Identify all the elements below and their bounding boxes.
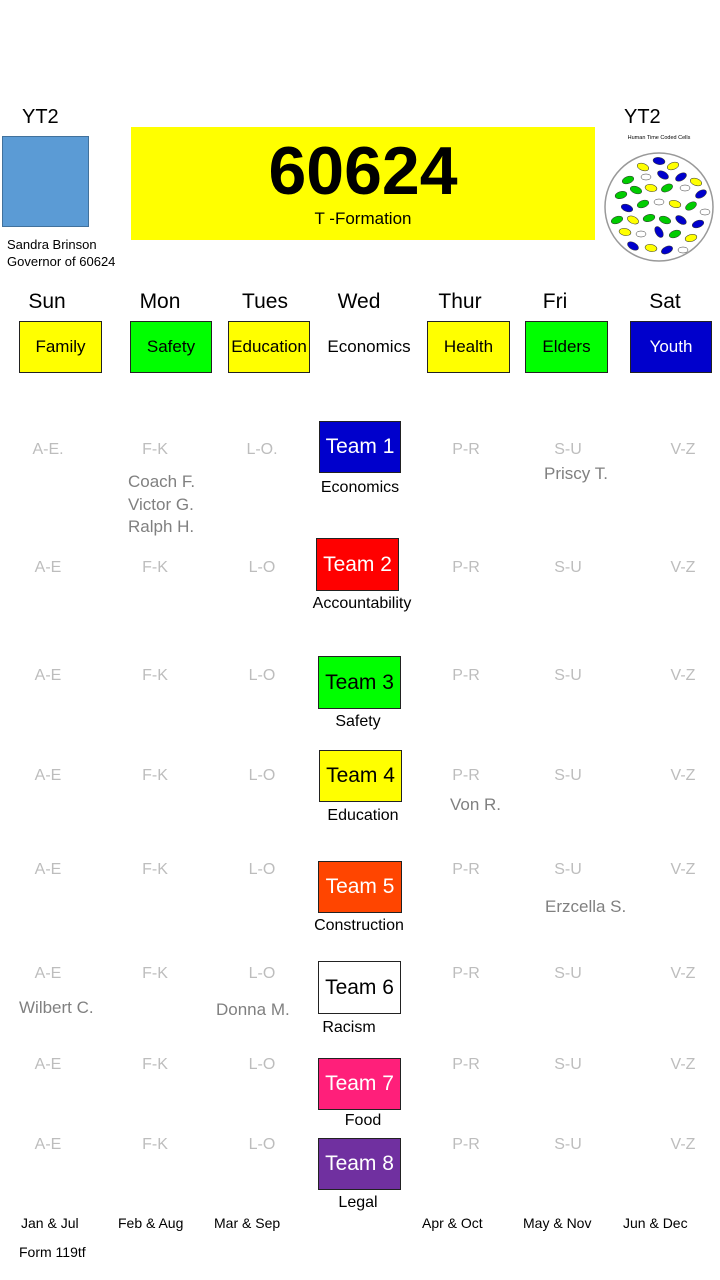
day-sun: Sun (28, 290, 66, 313)
day-tues: Tues (242, 290, 288, 313)
cells-image (603, 132, 715, 264)
range-team3-col4: P-R (452, 667, 480, 684)
range-team4-col6: V-Z (670, 767, 696, 784)
member-donna-m: Donna M. (216, 1000, 290, 1019)
range-team5-col5: S-U (554, 861, 582, 878)
day-focus-elders: Elders (525, 321, 608, 373)
range-team8-col3: L-O (248, 1136, 276, 1153)
member-von-r: Von R. (450, 795, 502, 814)
team-8-box: Team 8 (318, 1138, 401, 1190)
range-team2-col2: F-K (142, 559, 168, 576)
zip-code: 60624 (268, 133, 458, 209)
team-1-label: Economics (320, 479, 400, 496)
range-team3-col5: S-U (554, 667, 582, 684)
range-team6-col1: A-E (34, 965, 62, 982)
month-may-nov: May & Nov (523, 1215, 592, 1231)
range-team3-col1: A-E (34, 667, 62, 684)
day-sat: Sat (649, 290, 681, 313)
team-5-label: Construction (314, 917, 404, 934)
range-team7-col4: P-R (452, 1056, 480, 1073)
range-team7-col6: V-Z (670, 1056, 696, 1073)
team-3-label: Safety (335, 713, 381, 730)
range-team3-col6: V-Z (670, 667, 696, 684)
range-team7-col5: S-U (554, 1056, 582, 1073)
governor-caption (7, 236, 115, 270)
month-mar-sep: Mar & Sep (214, 1215, 281, 1231)
day-fri: Fri (542, 290, 568, 313)
day-wed: Wed (337, 290, 381, 313)
member-wilbert-c: Wilbert C. (19, 998, 94, 1017)
team-5-box: Team 5 (318, 861, 402, 913)
day-focus-economics: Economics (327, 337, 411, 356)
range-team6-col6: V-Z (670, 965, 696, 982)
range-team2-col3: L-O (248, 559, 276, 576)
member-victor-g: Victor G. (128, 495, 194, 514)
team-3-box: Team 3 (318, 656, 401, 709)
range-team7-col3: L-O (248, 1056, 276, 1073)
month-feb-aug: Feb & Aug (118, 1215, 184, 1231)
governor-title: Governor of 60624 (7, 254, 116, 269)
team-8-label: Legal (338, 1194, 378, 1211)
day-thur: Thur (438, 290, 482, 313)
range-team8-col5: S-U (554, 1136, 582, 1153)
human-time-coded-cells (603, 132, 715, 264)
day-mon: Mon (139, 290, 181, 313)
range-team5-col1: A-E (34, 861, 62, 878)
member-coach-f: Coach F. (128, 472, 196, 491)
range-team4-col1: A-E (34, 767, 62, 784)
range-team4-col4: P-R (452, 767, 480, 784)
range-team4-col2: F-K (142, 767, 168, 784)
range-team1-col6: V-Z (670, 441, 696, 458)
range-team6-col5: S-U (554, 965, 582, 982)
day-focus-safety: Safety (130, 321, 212, 373)
range-team2-col1: A-E (34, 559, 62, 576)
range-team1-col4: P-R (452, 441, 480, 458)
form-number: Form 119tf (19, 1244, 86, 1260)
team-4-box: Team 4 (319, 750, 402, 802)
range-team5-col2: F-K (142, 861, 168, 878)
range-team2-col4: P-R (452, 559, 480, 576)
range-team6-col2: F-K (142, 965, 168, 982)
range-team4-col5: S-U (554, 767, 582, 784)
range-team2-col5: S-U (554, 559, 582, 576)
range-team2-col6: V-Z (670, 559, 696, 576)
governor-name: Sandra Brinson (7, 237, 97, 252)
range-team8-col2: F-K (142, 1136, 168, 1153)
member-erzcella-s: Erzcella S. (545, 897, 627, 916)
month-jan-jul: Jan & Jul (21, 1215, 79, 1231)
range-team7-col2: F-K (142, 1056, 168, 1073)
team-2-box: Team 2 (316, 538, 399, 591)
range-team4-col3: L-O (248, 767, 276, 784)
team-1-box: Team 1 (319, 421, 401, 473)
team-4-label: Education (327, 807, 399, 824)
yt2-left-label: YT2 (22, 106, 59, 128)
range-team6-col3: L-O (248, 965, 276, 982)
range-team8-col1: A-E (34, 1136, 62, 1153)
governor-photo-placeholder (2, 136, 89, 227)
team-6-box: Team 6 (318, 961, 401, 1014)
range-team1-col5: S-U (554, 441, 582, 458)
day-focus-family: Family (19, 321, 102, 373)
month-apr-oct: Apr & Oct (422, 1215, 483, 1231)
day-focus-health: Health (427, 321, 510, 373)
range-team8-col4: P-R (452, 1136, 480, 1153)
range-team5-col3: L-O (248, 861, 276, 878)
range-team1-col3: L-O. (246, 441, 278, 458)
range-team3-col3: L-O (248, 667, 276, 684)
cells-caption: Human Time Coded Cells (627, 135, 691, 141)
team-7-box: Team 7 (318, 1058, 401, 1110)
member-priscy-t: Priscy T. (544, 464, 608, 483)
range-team8-col6: V-Z (670, 1136, 696, 1153)
range-team5-col4: P-R (452, 861, 480, 878)
team-7-label: Food (344, 1112, 382, 1129)
range-team6-col4: P-R (452, 965, 480, 982)
day-focus-youth: Youth (630, 321, 712, 373)
day-focus-education: Education (228, 321, 310, 373)
zip-banner (131, 127, 595, 240)
month-jun-dec: Jun & Dec (623, 1215, 688, 1231)
team-2-label: Accountability (312, 595, 412, 612)
range-team1-col2: F-K (142, 441, 168, 458)
range-team3-col2: F-K (142, 667, 168, 684)
team-6-label: Racism (322, 1019, 376, 1036)
yt2-right-label: YT2 (624, 106, 661, 128)
formation-label: T -Formation (314, 209, 412, 228)
range-team5-col6: V-Z (670, 861, 696, 878)
member-ralph-h: Ralph H. (128, 517, 195, 536)
range-team7-col1: A-E (34, 1056, 62, 1073)
range-team1-col1: A-E. (32, 441, 64, 458)
